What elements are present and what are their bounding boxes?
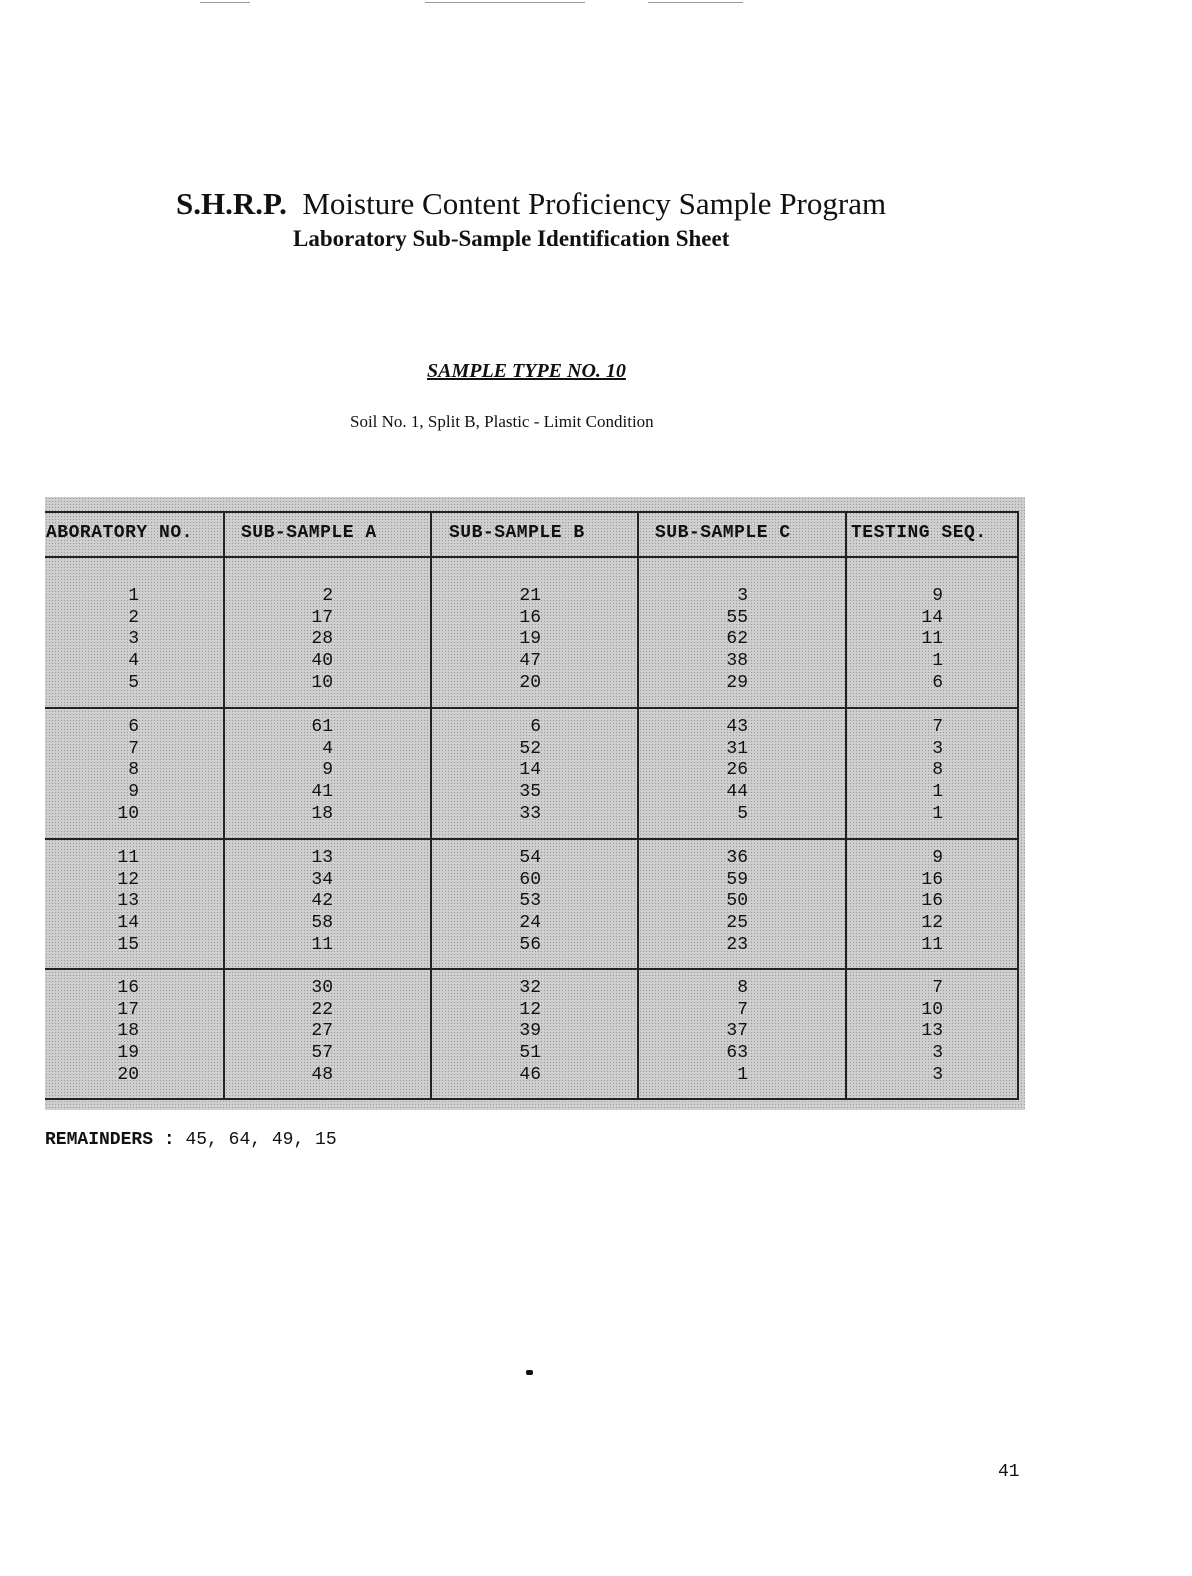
table-cell: 11 — [117, 848, 139, 868]
table-cell: 14 — [921, 607, 943, 628]
table-cell: 5 — [737, 803, 748, 824]
page-number: 41 — [998, 1462, 1020, 1482]
table-cell: 17 — [311, 607, 333, 628]
column-header-testing-seq: TESTING SEQ. — [851, 523, 987, 543]
table-cell: 3 — [128, 629, 139, 650]
table-cell: 28 — [311, 629, 333, 650]
table-cell: 63 — [726, 1043, 748, 1064]
column-header-sub-sample-a: SUB-SAMPLE A — [241, 523, 377, 543]
table-cell: 1 — [932, 803, 943, 824]
table-cell: 16 — [117, 978, 139, 998]
table-cell: 48 — [311, 1064, 333, 1085]
table-cell: 50 — [726, 891, 748, 912]
table-cell: 57 — [311, 1043, 333, 1064]
column-divider — [430, 513, 432, 1098]
table-cell: 36 — [726, 848, 748, 868]
table-cell: 4 — [128, 651, 139, 672]
table-cell: 29 — [726, 672, 748, 693]
table-cell: 1 — [737, 1064, 748, 1085]
table-cell: 11 — [921, 629, 943, 650]
table-cell: 62 — [726, 629, 748, 650]
table-cell: 6 — [530, 717, 541, 737]
table-cell: 35 — [519, 782, 541, 803]
table-cell: 10 — [921, 999, 943, 1020]
table-cell: 21 — [519, 586, 541, 606]
stray-mark — [526, 1370, 533, 1375]
table-cell: 3 — [932, 1064, 943, 1085]
table-cell: 38 — [726, 651, 748, 672]
scan-artifact — [425, 2, 585, 3]
column-header-sub-sample-c: SUB-SAMPLE C — [655, 523, 791, 543]
table-cell: 27 — [311, 1021, 333, 1042]
table-cell: 16 — [921, 869, 943, 890]
table-cell: 53 — [519, 891, 541, 912]
table-cell: 18 — [311, 803, 333, 824]
table-cell: 7 — [737, 999, 748, 1020]
table-cell: 55 — [726, 607, 748, 628]
table-cell: 1 — [932, 782, 943, 803]
table-cell: 24 — [519, 913, 541, 934]
column-divider — [637, 513, 639, 1098]
table-cell: 37 — [726, 1021, 748, 1042]
table-cell: 3 — [932, 738, 943, 759]
scan-artifact — [648, 2, 743, 3]
column-divider — [223, 513, 225, 1098]
table-cell: 13 — [921, 1021, 943, 1042]
document-subtitle: Laboratory Sub-Sample Identification Sheet — [293, 226, 730, 251]
table-cell: 9 — [932, 586, 943, 606]
table-cell: 14 — [117, 913, 139, 934]
table-cell: 1 — [128, 586, 139, 606]
table-cell: 10 — [311, 672, 333, 693]
table-cell: 31 — [726, 738, 748, 759]
column-divider — [845, 513, 847, 1098]
table-cell: 15 — [117, 934, 139, 955]
table-cell: 13 — [117, 891, 139, 912]
table-cell: 9 — [128, 782, 139, 803]
table-cell: 3 — [932, 1043, 943, 1064]
table-cell: 8 — [932, 760, 943, 781]
scan-artifact — [200, 2, 250, 3]
table-cell: 11 — [311, 934, 333, 955]
table-cell: 7 — [932, 717, 943, 737]
table-cell: 4 — [322, 738, 333, 759]
group-divider — [45, 707, 1017, 709]
table-cell: 33 — [519, 803, 541, 824]
table-cell: 44 — [726, 782, 748, 803]
table-cell: 7 — [128, 738, 139, 759]
table-cell: 34 — [311, 869, 333, 890]
table-cell: 12 — [519, 999, 541, 1020]
sample-type-heading: SAMPLE TYPE NO. 10 — [427, 360, 626, 382]
table-cell: 25 — [726, 913, 748, 934]
table-cell: 9 — [322, 760, 333, 781]
table-cell: 2 — [128, 607, 139, 628]
table-cell: 18 — [117, 1021, 139, 1042]
title-text: Moisture Content Proficiency Sample Program — [302, 186, 887, 221]
table-cell: 19 — [519, 629, 541, 650]
group-divider — [45, 968, 1017, 970]
table-cell: 8 — [128, 760, 139, 781]
table-cell: 16 — [519, 607, 541, 628]
sub-sample-table — [45, 497, 1025, 1110]
table-cell: 19 — [117, 1043, 139, 1064]
table-cell: 9 — [932, 848, 943, 868]
table-cell: 16 — [921, 891, 943, 912]
group-divider — [45, 838, 1017, 840]
table-cell: 42 — [311, 891, 333, 912]
table-grid — [45, 511, 1019, 1100]
table-cell: 20 — [519, 672, 541, 693]
table-cell: 13 — [311, 848, 333, 868]
table-cell: 1 — [932, 651, 943, 672]
table-cell: 12 — [921, 913, 943, 934]
table-cell: 20 — [117, 1064, 139, 1085]
table-cell: 43 — [726, 717, 748, 737]
header-divider — [45, 556, 1017, 558]
document-title — [176, 186, 886, 222]
table-cell: 3 — [737, 586, 748, 606]
table-cell: 23 — [726, 934, 748, 955]
table-cell: 46 — [519, 1064, 541, 1085]
remainders-line — [45, 1130, 337, 1150]
title-abbreviation: S.H.R.P. — [176, 186, 287, 221]
table-cell: 2 — [322, 586, 333, 606]
table-cell: 59 — [726, 869, 748, 890]
table-cell: 60 — [519, 869, 541, 890]
table-cell: 14 — [519, 760, 541, 781]
table-cell: 51 — [519, 1043, 541, 1064]
table-cell: 26 — [726, 760, 748, 781]
remainders-values: 45, 64, 49, 15 — [185, 1130, 337, 1150]
table-cell: 39 — [519, 1021, 541, 1042]
remainders-label: REMAINDERS : — [45, 1130, 175, 1150]
table-cell: 54 — [519, 848, 541, 868]
table-cell: 47 — [519, 651, 541, 672]
table-cell: 6 — [128, 717, 139, 737]
table-cell: 30 — [311, 978, 333, 998]
table-cell: 52 — [519, 738, 541, 759]
table-cell: 41 — [311, 782, 333, 803]
table-cell: 12 — [117, 869, 139, 890]
table-cell: 22 — [311, 999, 333, 1020]
table-cell: 8 — [737, 978, 748, 998]
column-header-sub-sample-b: SUB-SAMPLE B — [449, 523, 585, 543]
table-cell: 11 — [921, 934, 943, 955]
table-cell: 56 — [519, 934, 541, 955]
table-cell: 5 — [128, 672, 139, 693]
table-cell: 17 — [117, 999, 139, 1020]
table-cell: 6 — [932, 672, 943, 693]
table-cell: 32 — [519, 978, 541, 998]
table-cell: 40 — [311, 651, 333, 672]
table-cell: 61 — [311, 717, 333, 737]
column-header-laboratory-no: ABORATORY NO. — [46, 523, 193, 543]
table-cell: 10 — [117, 803, 139, 824]
table-cell: 58 — [311, 913, 333, 934]
soil-description: Soil No. 1, Split B, Plastic - Limit Condition — [350, 412, 654, 431]
table-cell: 7 — [932, 978, 943, 998]
